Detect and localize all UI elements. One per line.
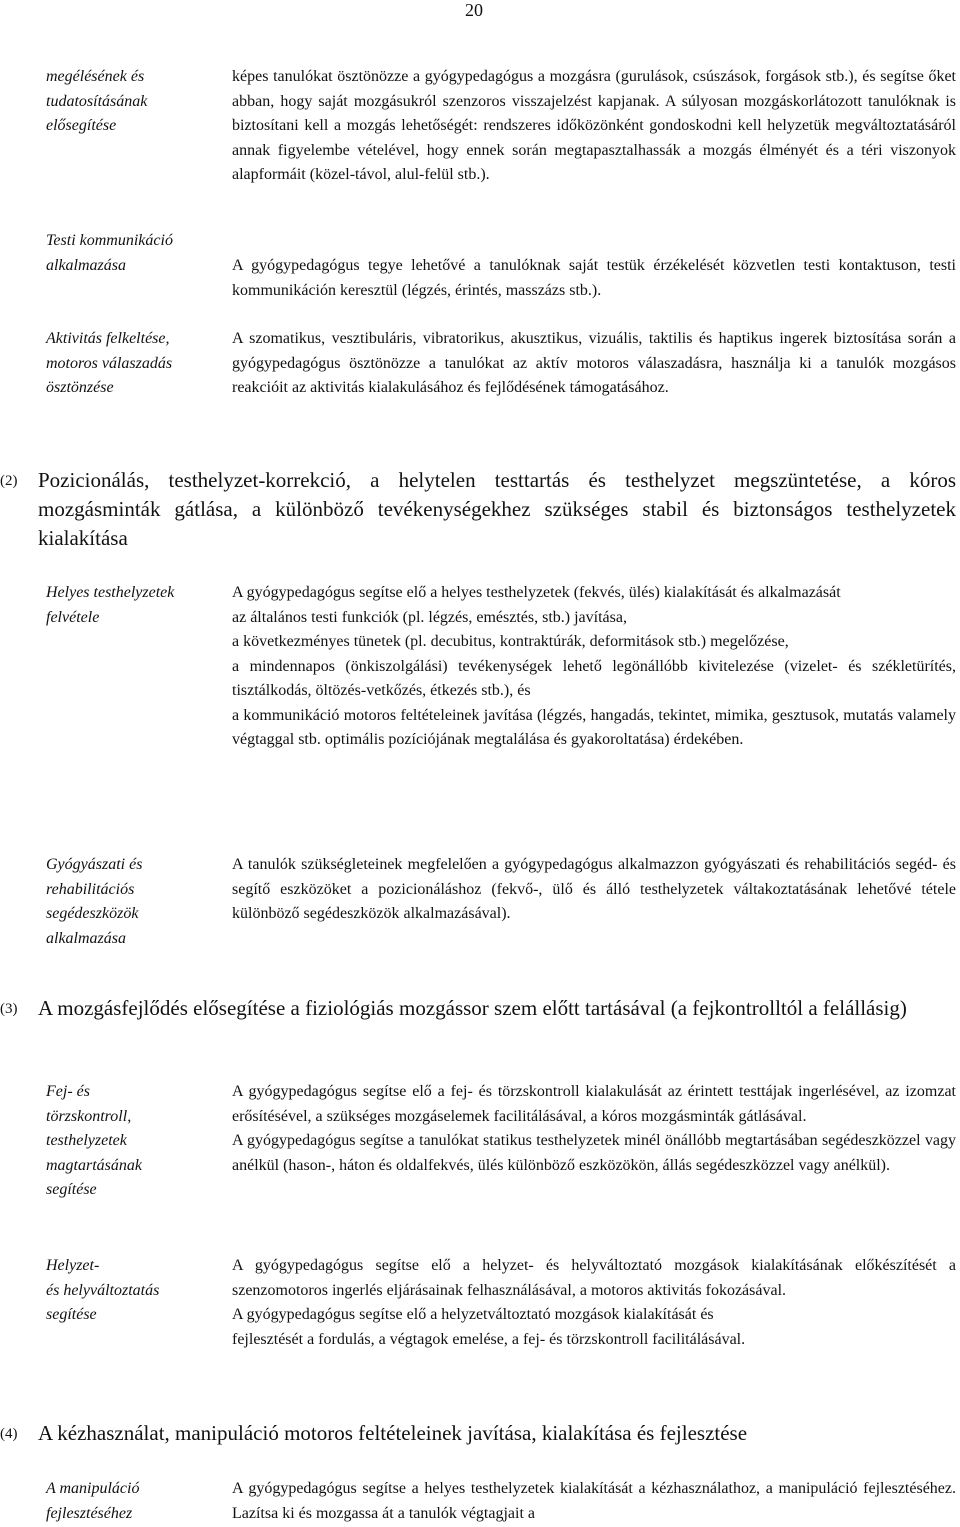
section-heading	[0, 466, 956, 553]
section-number: (4)	[0, 1426, 18, 1442]
body-paragraph: A gyógypedagógus segítse elő a fej- és törzskontroll kialakulását az érintett testtájak ingerlésével, az izomzat erősítésével, a szükséges mozgáselemek facilitálásával, a kóros mozgásminták gátlásával. A gyógypedagógus segítse a tanulókat statikus testhelyzetek minél önállóbb megtartásában segédeszközzel vagy anélkül (hason-, háton és oldalfekvés, ülés különböző eszközökön, állás segédeszközzel vagy anélkül).	[232, 1083, 956, 1174]
body-paragraph: A szomatikus, vesztibuláris, vibratorikus, akusztikus, vizuális, taktilis és haptikus ingerek biztosítása során a gyógypedagógus ösztönözze a tanulókat az aktív motoros válaszadásra, használja ki a tanulók mozgásos reakcióit az aktivitás kialakulásához és fejlődésének támogatásához.	[232, 330, 956, 396]
section-heading	[0, 994, 956, 1023]
section-number: (2)	[0, 473, 18, 489]
section-number: (3)	[0, 1001, 18, 1017]
section-title: A kézhasználat, manipuláció motoros feltételeinek javítása, kialakítása és fejlesztése	[38, 1421, 748, 1445]
side-heading: Helyzet- és helyváltoztatás segítése	[46, 1257, 160, 1323]
body-paragraph: A gyógypedagógus tegye lehetővé a tanulóknak saját testük érzékelését közvetlen testi kontaktuson, testi kommunikáción keresztül (légzés, érintés, masszázs stb.).	[232, 257, 956, 299]
page-number: 20	[465, 0, 483, 20]
body-paragraph: képes tanulókat ösztönözze a gyógypedagógus a mozgásra (gurulások, csúszások, forgások stb.), és segítse őket abban, hogy saját mozgásukról szenzoros visszajelzést kapjanak. A súlyosan mozgáskorlátozott tanulóknak is biztosítani kell a mozgás lehetőségét: rendszeres időközönként gondoskodni kell helyzetük megváltoztatásáról annak figyelembe vételével, hogy ennek során megtapasztalhassák a mozgás élményét és a téri viszonyok alapformáit (közel-távol, alul-felül stb.).	[232, 68, 956, 183]
side-heading: Testi kommunikáció alkalmazása	[46, 232, 173, 274]
section-heading	[0, 1419, 956, 1448]
side-heading: Fej- és törzskontroll, testhelyzetek magtartásának segítése	[46, 1083, 142, 1198]
body-paragraph: A gyógypedagógus segítse elő a helyzet- és helyváltoztató mozgások kialakításának előkészítését a szenzomotoros ingerlés eljárásainak felhasználásával, a motoros aktivitás fokozásával. A gyógypedagógus segítse elő a helyzetváltoztató mozgások kialakítását és fejlesztését a fordulás, a végtagok emelése, a fej- és törzskontroll facilitálásával.	[232, 1257, 956, 1348]
side-heading: Aktivitás felkeltése, motoros válaszadás ösztönzése	[46, 330, 173, 396]
body-paragraph: A tanulók szükségleteinek megfelelően a gyógypedagógus alkalmazzon gyógyászati és rehabilitációs segéd- és segítő eszközöket a pozicionáláshoz (fekvő-, ülő és álló testhelyzetek váltakoztatásának lehetővé tétele különböző segédeszközök alkalmazásával).	[232, 856, 956, 922]
side-heading: Helyes testhelyzetek felvétele	[46, 584, 175, 626]
side-heading: A manipuláció fejlesztéséhez	[46, 1480, 140, 1522]
body-paragraph: A gyógypedagógus segítse elő a helyes testhelyzetek (fekvés, ülés) kialakítását és alkalmazását az általános testi funkciók (pl. légzés, emésztés, stb.) javítása, a következményes tünetek (pl. decubitus, kontraktúrák, deformitások stb.) megelőzése, a mindennapos (önkiszolgálási) tevékenységek lehető legönállóbb kivitelezése (vizelet- és székletürítés, tisztálkodás, öltözés-vetkőzés, étkezés stb.), és a kommunikáció motoros feltételeinek javítása (légzés, hangadás, tekintet, mimika, gesztusok, mutatás valamely végtaggal stb. optimális pozíciójának megtalálása és gyakoroltatása) érdekében.	[232, 584, 956, 748]
side-heading: megélésének és tudatosításának elősegítése	[46, 68, 148, 134]
section-title: A mozgásfejlődés elősegítése a fiziológiás mozgássor szem előtt tartásával (a fejkontrolltól a felállásig)	[38, 996, 907, 1020]
side-heading: Gyógyászati és rehabilitációs segédeszközök alkalmazása	[46, 856, 143, 947]
section-title: Pozicionálás, testhelyzet-korrekció, a helytelen testtartás és testhelyzet megszüntetése, a kóros mozgásminták gátlása, a különböző tevékenységekhez szükséges stabil és biztonságos testhelyzetek kialakítása	[38, 468, 956, 550]
body-paragraph: A gyógypedagógus segítse a helyes testhelyzetek kialakítását a kézhasználathoz, a manipuláció fejlesztéséhez. Lazítsa ki és mozgassa át a tanulók végtagjait a	[232, 1480, 956, 1522]
